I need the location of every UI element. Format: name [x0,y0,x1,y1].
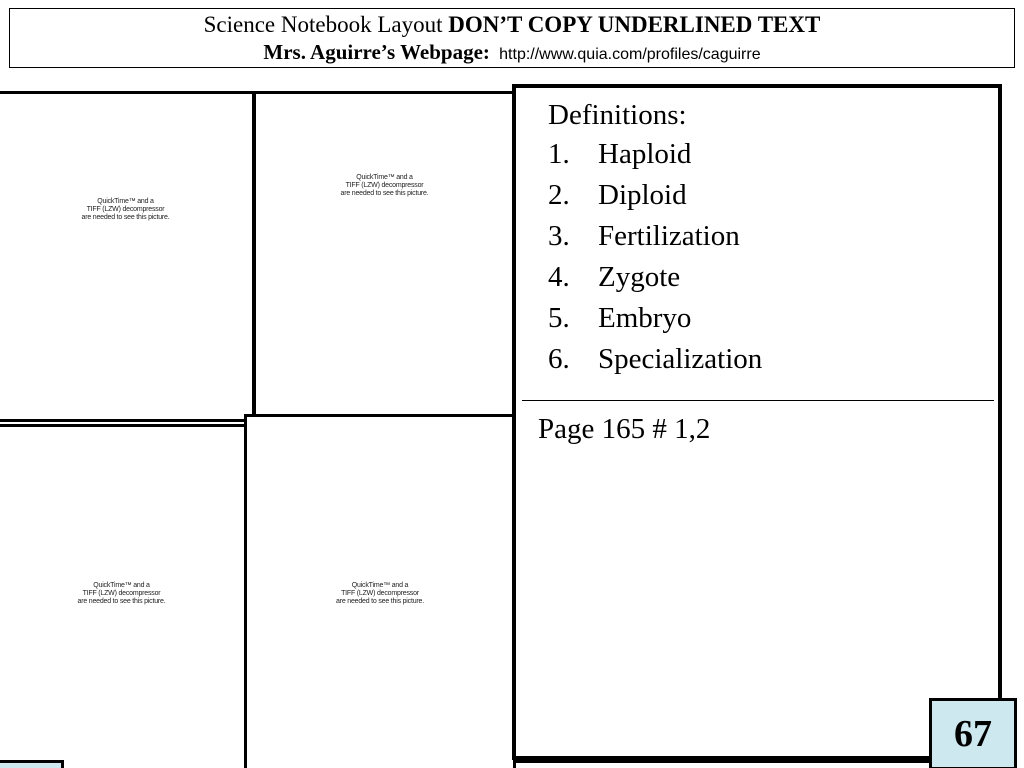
placeholder-line: are needed to see this picture. [340,190,429,197]
list-item [548,175,762,216]
list-item [548,134,762,175]
picture-placeholder-4 [244,414,516,768]
bottom-edge-box [516,760,929,768]
notebook-panel [512,84,1002,760]
picture-placeholder-2 [253,91,516,417]
list-item [548,216,762,257]
webpage-label: Mrs. Aguirre’s Webpage: [263,40,490,64]
page-number-badge: 67 [929,698,1017,768]
placeholder-line: TIFF (LZW) decompressor [345,182,424,189]
list-item [548,257,762,298]
header [9,8,1015,68]
webpage-url-link[interactable]: http://www.quia.com/profiles/caguirre [499,46,761,63]
placeholder-line: are needed to see this picture. [336,598,424,605]
list-number: 4. [548,261,570,293]
header-webpage [10,39,1014,68]
definition-term: Embryo [598,302,692,334]
placeholder-line: are needed to see this picture. [77,598,166,605]
quicktime-placeholder-text [0,582,244,606]
placeholder-line: TIFF (LZW) decompressor [341,590,419,597]
list-item [548,298,762,339]
definitions-title: Definitions: [548,99,687,131]
quicktime-placeholder-text [247,582,513,606]
section-divider [522,400,994,401]
placeholder-line: QuickTime™ and a [351,582,409,589]
placeholder-line: TIFF (LZW) decompressor [82,590,161,597]
list-number: 3. [548,220,570,252]
list-item [548,339,762,380]
placeholder-line: QuickTime™ and a [97,197,154,205]
definition-term: Diploid [598,179,687,211]
placeholder-line: QuickTime™ and a [93,582,150,589]
list-number: 6. [548,343,570,375]
header-title [10,11,1014,39]
list-number: 5. [548,302,570,334]
list-number: 2. [548,179,570,211]
picture-placeholder-3 [0,424,247,768]
assignment-text: Page 165 # 1,2 [538,413,711,445]
quicktime-placeholder-text [256,174,513,198]
definition-term: Haploid [598,138,692,170]
placeholder-line: QuickTime™ and a [356,174,413,181]
header-title-normal: Science Notebook Layout [203,12,443,37]
definition-term: Zygote [598,261,681,293]
quicktime-placeholder-text [0,198,252,222]
definition-term: Specialization [598,343,763,375]
definition-term: Fertilization [598,220,740,252]
definitions-list [548,134,762,380]
header-title-bold: DON’T COPY UNDERLINED TEXT [448,12,821,37]
bottom-edge-tab [0,760,64,768]
placeholder-line: are needed to see this picture. [81,213,170,221]
placeholder-line: TIFF (LZW) decompressor [86,205,165,213]
list-number: 1. [548,138,570,170]
picture-placeholder-1 [0,91,255,422]
